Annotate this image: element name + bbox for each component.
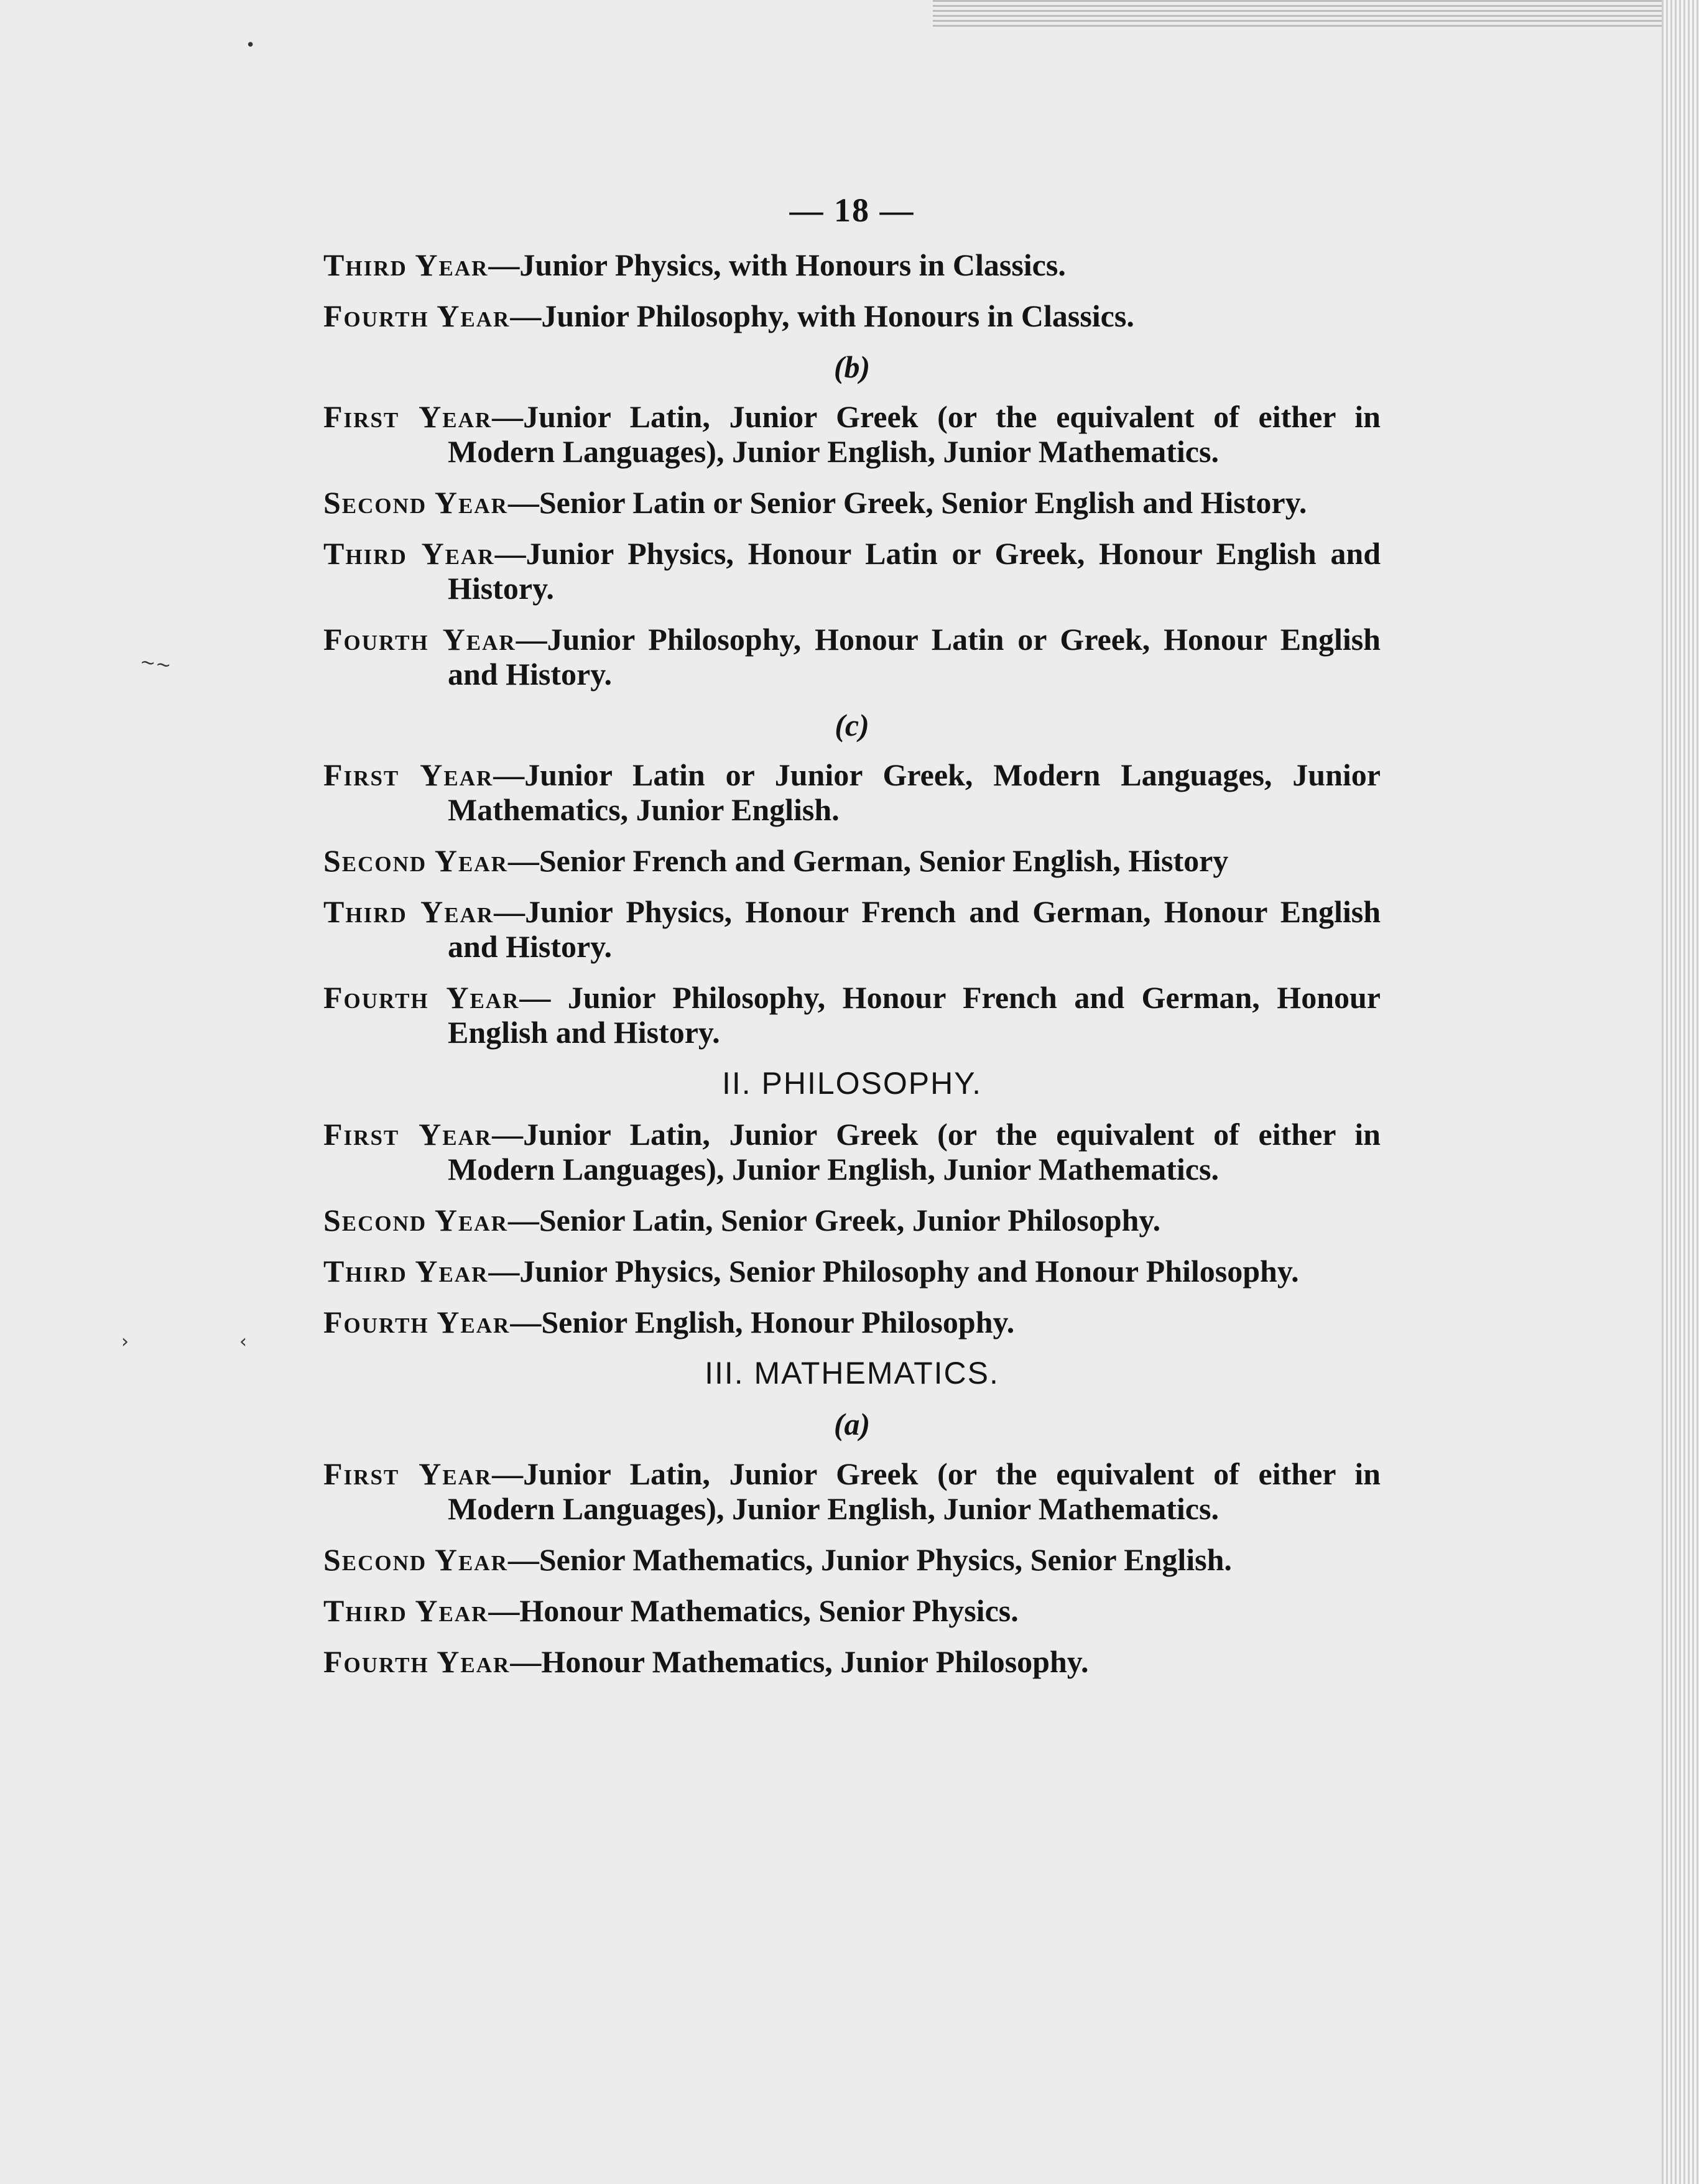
course-list: —Junior Philosophy, with Honours in Classics. xyxy=(510,298,1134,333)
year-entry xyxy=(323,1644,1381,1679)
course-list: —Senior Mathematics, Junior Physics, Senior English. xyxy=(507,1542,1232,1577)
course-list: —Junior Latin, Junior Greek (or the equivalent of either in Modern Languages), Junior English, Junior Mathematics. xyxy=(448,1117,1381,1187)
year-label: Fourth Year xyxy=(323,980,520,1015)
year-entry xyxy=(323,1254,1381,1289)
year-entry xyxy=(323,399,1381,469)
course-list: — Junior Philosophy, Honour French and German, Honour English and History. xyxy=(448,980,1381,1050)
course-list: —Senior French and German, Senior English, History xyxy=(507,843,1229,878)
year-label: Second Year xyxy=(323,843,508,878)
scan-speck: › xyxy=(121,1331,129,1353)
year-label: Third Year xyxy=(323,1593,489,1628)
section-heading: II. PHILOSOPHY. xyxy=(721,1066,983,1101)
subsection-marker: (a) xyxy=(833,1407,871,1441)
year-label: First Year xyxy=(323,399,493,434)
scan-speck: • xyxy=(246,36,256,55)
course-list: —Junior Latin, Junior Greek (or the equivalent of either in Modern Languages), Junior English, Junior Mathematics. xyxy=(448,1456,1381,1526)
year-entry xyxy=(323,622,1381,692)
document-page xyxy=(323,193,1381,1695)
course-list: —Junior Latin or Junior Greek, Modern Languages, Junior Mathematics, Junior English. xyxy=(448,757,1381,827)
year-entry xyxy=(323,980,1381,1050)
page-number: — 18 — xyxy=(789,192,915,229)
year-label: Third Year xyxy=(323,248,489,282)
year-entry xyxy=(323,1593,1381,1628)
year-entry xyxy=(323,843,1381,878)
year-label: Third Year xyxy=(323,1254,489,1289)
year-label: First Year xyxy=(323,1456,493,1491)
year-label: Fourth Year xyxy=(323,622,516,657)
year-label: Fourth Year xyxy=(323,1644,511,1679)
year-entry xyxy=(323,1456,1381,1526)
year-entry xyxy=(323,536,1381,606)
subsection-marker: (c) xyxy=(835,708,869,743)
year-label: First Year xyxy=(323,757,494,792)
year-entry xyxy=(323,298,1381,333)
year-label: Fourth Year xyxy=(323,1305,511,1340)
course-list: —Senior English, Honour Philosophy. xyxy=(510,1305,1015,1340)
year-label: Second Year xyxy=(323,485,508,520)
course-list: —Honour Mathematics, Junior Philosophy. xyxy=(510,1644,1089,1679)
year-label: Second Year xyxy=(323,1203,508,1238)
year-entry xyxy=(323,1117,1381,1187)
page-stack-top-edge xyxy=(933,0,1699,27)
course-list: —Junior Physics, Senior Philosophy and Honour Philosophy. xyxy=(488,1254,1299,1289)
course-list: —Junior Latin, Junior Greek (or the equivalent of either in Modern Languages), Junior English, Junior Mathematics. xyxy=(448,399,1381,469)
document-body xyxy=(323,248,1381,1679)
year-entry xyxy=(323,894,1381,964)
year-entry xyxy=(323,1203,1381,1238)
year-entry xyxy=(323,1305,1381,1340)
year-entry xyxy=(323,248,1381,282)
scan-speck: ‹ xyxy=(239,1331,247,1353)
course-list: —Senior Latin or Senior Greek, Senior English and History. xyxy=(507,485,1307,520)
year-label: Fourth Year xyxy=(323,298,511,333)
course-list: —Junior Physics, Honour Latin or Greek, Honour English and History. xyxy=(448,536,1381,606)
course-list: —Honour Mathematics, Senior Physics. xyxy=(488,1593,1019,1628)
year-label: Third Year xyxy=(323,536,495,571)
section-heading: III. MATHEMATICS. xyxy=(705,1356,999,1390)
year-label: Third Year xyxy=(323,894,494,929)
page-stack-right-edge xyxy=(1662,0,1699,2184)
year-label: Second Year xyxy=(323,1542,508,1577)
course-list: —Junior Philosophy, Honour Latin or Greek, Honour English and History. xyxy=(448,622,1381,692)
year-entry xyxy=(323,757,1381,827)
year-entry xyxy=(323,1542,1381,1577)
subsection-marker: (b) xyxy=(833,349,871,384)
scan-smudge: ~~ xyxy=(138,650,173,677)
course-list: —Junior Physics, with Honours in Classics. xyxy=(488,248,1066,282)
course-list: —Senior Latin, Senior Greek, Junior Philosophy. xyxy=(507,1203,1161,1238)
year-label: First Year xyxy=(323,1117,493,1152)
year-entry xyxy=(323,485,1381,520)
course-list: —Junior Physics, Honour French and German, Honour English and History. xyxy=(448,894,1381,964)
